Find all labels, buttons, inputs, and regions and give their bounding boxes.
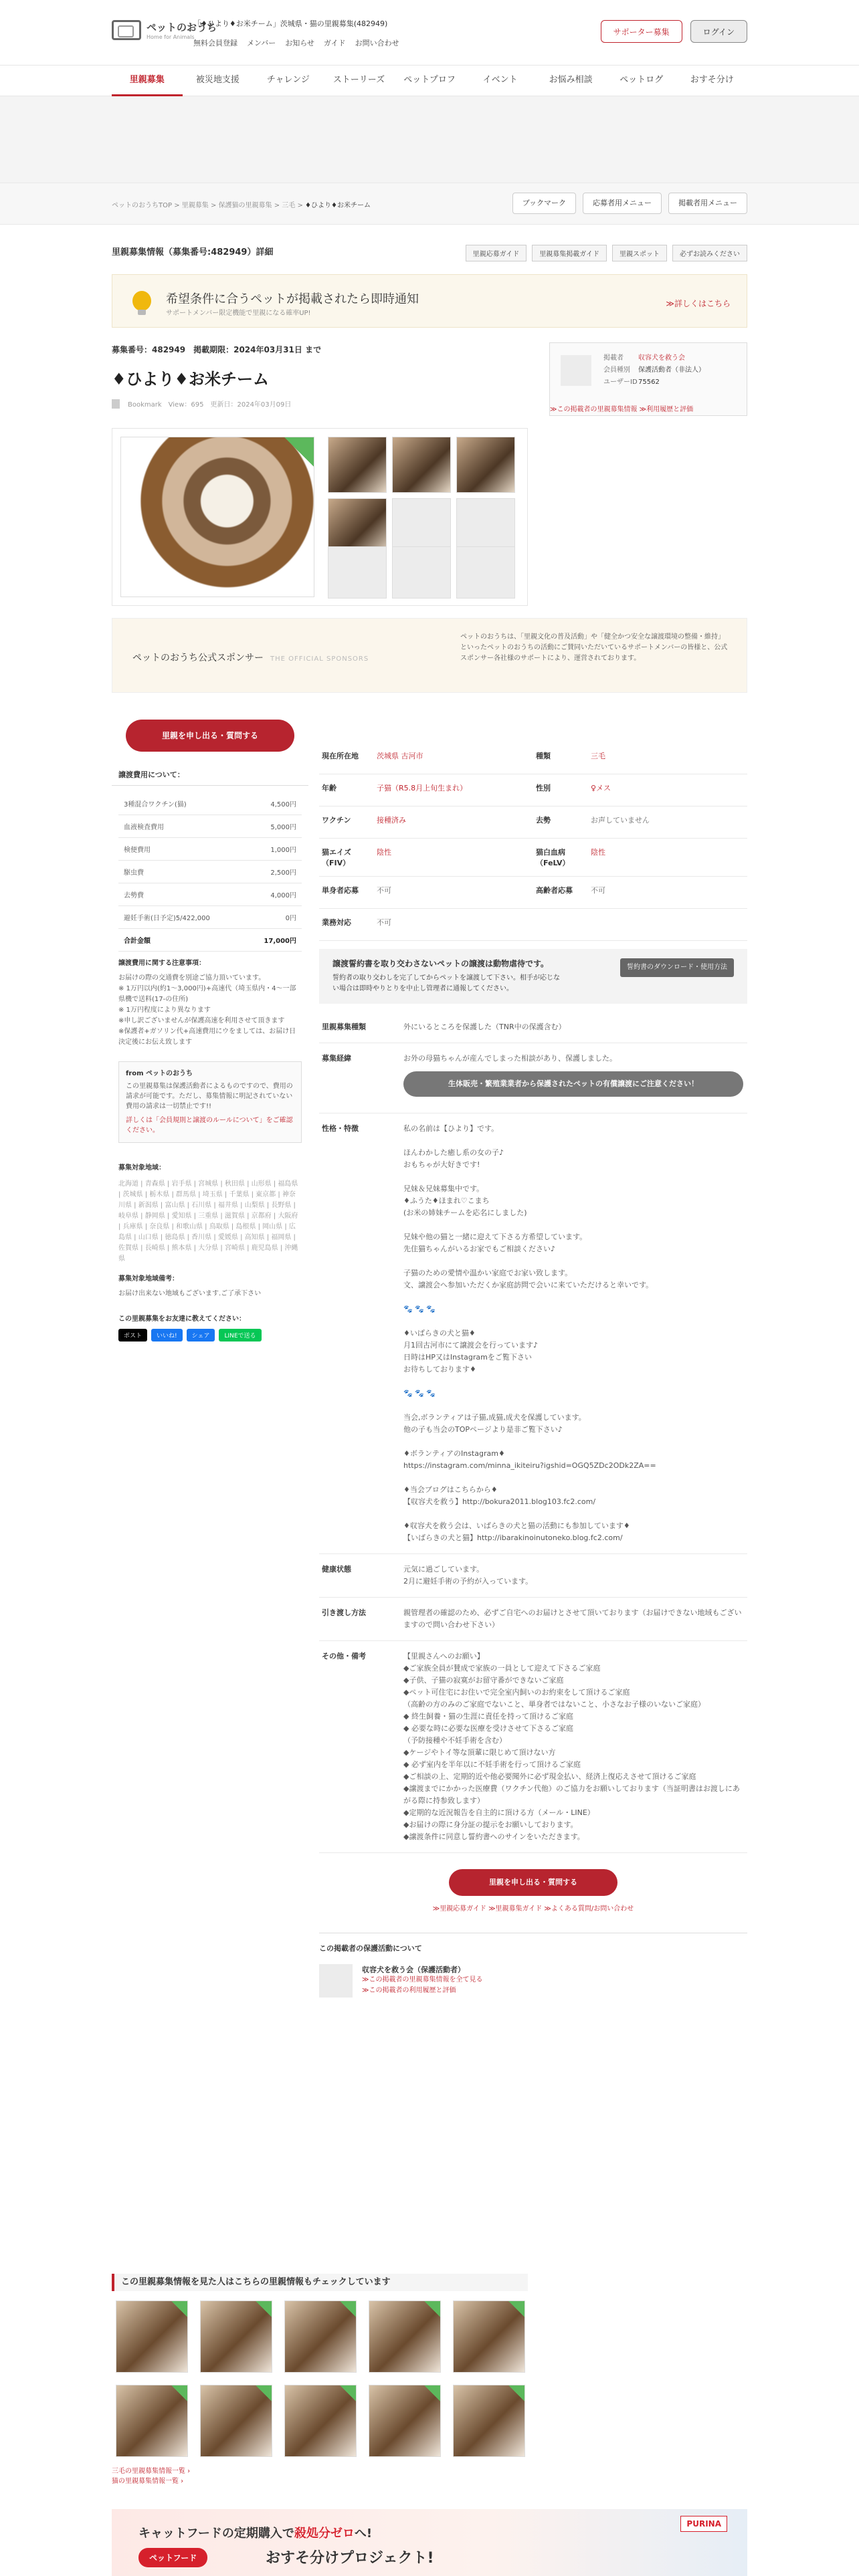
- detail-row: [319, 1598, 747, 1641]
- lightbulb-icon: [132, 291, 151, 311]
- guide-apply[interactable]: 里親応募ガイド: [466, 245, 527, 261]
- guide-spot[interactable]: 里親スポット: [612, 245, 667, 261]
- thumbnail[interactable]: [328, 437, 387, 493]
- detail-value: 不可: [377, 886, 391, 895]
- fee-value: 1,000円: [246, 838, 302, 861]
- share-title: この里親募集をお友達に教えてください：: [118, 1315, 246, 1323]
- fee-total-row: [118, 929, 302, 952]
- applicant-menu-button[interactable]: 応募者用メニュー: [583, 193, 662, 214]
- detail-value: 元気に過ごしています。 2月に避妊手術の予約が入っています。: [403, 1565, 533, 1586]
- photo-gallery: [112, 428, 528, 606]
- detail-key: 健康状態: [322, 1565, 351, 1574]
- fee-label: 検便費用: [118, 838, 246, 861]
- fb-like-button[interactable]: いいね!: [151, 1329, 183, 1341]
- owner-id: 75562: [638, 379, 660, 386]
- logo-sub: Home for Animals: [147, 34, 195, 40]
- region-note-title: 募集対象地域備考：: [118, 1275, 179, 1283]
- detail-value: 子猫（R5.8月上旬生まれ）: [377, 784, 468, 792]
- poster-menu-button[interactable]: 掲載者用メニュー: [668, 193, 747, 214]
- sponsor-title: ペットのおうち公式スポンサー: [132, 653, 264, 663]
- detail-row: [319, 1043, 747, 1113]
- org-links[interactable]: ≫この掲載者の里親募集情報を全て見る ≫この掲載者の利用履歴と評価: [362, 1976, 483, 1994]
- detail-value: 親管理者の確認のため、必ずご自宅へのお届けとさせて頂いております（お届けできない地域もございますので問い合わせ下さい）: [403, 1608, 742, 1629]
- owner-key: ユーザーID: [603, 379, 638, 386]
- stats-text: Bookmark View：695 更新日：2024年03月09日: [128, 401, 292, 409]
- nav-members[interactable]: メンバー: [247, 39, 276, 47]
- fee-label: 合計金額: [118, 929, 246, 952]
- owner-links[interactable]: ≫この掲載者の里親募集情報 ≫利用履歴と評価: [550, 406, 694, 413]
- sponsor-box: [112, 618, 747, 693]
- detail-key: 性別: [536, 784, 551, 792]
- fee-label: 駆虫費: [118, 861, 246, 883]
- oath-title: 譲渡誓約書を取り交わさないペットの譲渡は動物虐待です。: [332, 959, 549, 968]
- logo-text: ペットのおうち: [147, 21, 217, 33]
- crumb-current: ♦ひより♦お米チーム: [305, 202, 371, 209]
- nav-news[interactable]: お知らせ: [285, 39, 314, 47]
- fee-row: [118, 838, 302, 861]
- fee-row: [118, 815, 302, 838]
- from-title: from ペットのおうち: [126, 1070, 193, 1077]
- region-title: 募集対象地域：: [118, 1164, 165, 1172]
- fee-row: [118, 906, 302, 929]
- rules-link[interactable]: 詳しくは「会員規則と譲渡のルールについて」をご確認ください。: [126, 1117, 293, 1134]
- detail-value: ♀メス: [591, 784, 611, 792]
- related-title: この里親募集情報を見た人はこちらの里親情報もチェックしています: [112, 2274, 528, 2291]
- oath-download-button[interactable]: 誓約書のダウンロード・使用方法: [620, 958, 734, 977]
- detail-value: 陰性: [591, 848, 605, 857]
- nav-guide[interactable]: ガイド: [323, 39, 346, 47]
- fee-label: 去勢費: [118, 883, 246, 906]
- detail-key: 里親募集種類: [322, 1023, 366, 1031]
- detail-row: [319, 807, 747, 839]
- oath-body: 誓約者の取り交わしを完了してからペットを譲渡して下さい。相手が応じない場合は即時やりとりを中止し管理者に通報してください。: [332, 974, 560, 992]
- login-button[interactable]: ログイン: [690, 20, 747, 43]
- detail-key: ワクチン: [322, 816, 351, 825]
- tab-adoption[interactable]: 里親募集: [112, 66, 183, 96]
- listing-title: ♦ひより♦お米チーム: [112, 370, 270, 389]
- tab-disaster[interactable]: 被災地支援: [195, 75, 240, 85]
- detail-value: 陰性: [377, 848, 391, 857]
- related-card[interactable]: [369, 2300, 441, 2373]
- related-card[interactable]: [200, 2300, 272, 2373]
- sponsor-text: ペットのおうちは、「里親文化の普及活動」や「健全かつ安全な譲渡環境の整備・維持」といったペットのおうちの活動にご賛同いただいているサポートメンバーの皆様と、公式スポンサー各社様のサポートにより、運営されております。: [460, 633, 728, 662]
- fee-value: 4,000円: [246, 883, 302, 906]
- detail-row: [319, 909, 747, 941]
- tab-consult[interactable]: お悩み相談: [549, 75, 593, 85]
- thumbnail[interactable]: [392, 437, 451, 493]
- detail-row: [319, 1113, 747, 1554]
- notify-banner: [112, 274, 747, 328]
- detail-row: [319, 1012, 747, 1043]
- fee-total: 17,000円: [246, 929, 302, 952]
- detail-key: 年齢: [322, 784, 337, 792]
- org-section: [319, 1933, 747, 2006]
- line-button[interactable]: LINEで送る: [219, 1329, 261, 1341]
- main-photo[interactable]: [120, 437, 314, 597]
- detail-row: [319, 1641, 747, 1853]
- tab-share[interactable]: おすそ分け: [690, 75, 734, 85]
- detail-row: [319, 839, 747, 877]
- from-body: この里親募集は保護活動者によるものですので、費用の請求が可能です。ただし、募集情報に明記されていない費用の請求は一切禁止です!!: [126, 1083, 293, 1110]
- fb-share-button[interactable]: シェア: [187, 1329, 215, 1341]
- notes-title: 譲渡費用に関する注意事項：: [118, 960, 205, 967]
- sidebar: [112, 709, 308, 1346]
- banner-pill: ペットフード: [138, 2548, 207, 2567]
- tab-event[interactable]: イベント: [482, 75, 518, 85]
- owner-key: 会員種別: [603, 366, 630, 374]
- detail-value: 私の名前は【ひより】です。 ほんわかした癒し系の女の子♪ おもちゃが大好きです! 兄妹＆兄妹募集中です。 ♦ふうた♦ほまれ♡こまち (お米の姉妹チームを応名にしました) 兄妹や他の猫と一緒に迎えて下さる方希望しています。 先住猫ちゃんがいるお家でもご相談ください♪ 子猫のための愛情や温かい家庭でお家い致します。 文、譲渡会へ参加いただくか家庭訪問で会いに来ていただけると幸いです。 🐾 🐾 🐾 ♦いばらきの犬と猫♦ 月1回古河市にて譲渡会を行っています♪ 日時はHP又はInstagramをご覧下さい お待ちしております♦ 🐾 🐾 🐾 当会,ボランティアは子猫,成猫,成犬を保護しています。 他の子も当会のTOPページより是非ご覧下さい♪ ♦ボランティアのInstagram♦ https://instagram.com/minna_ikiteiru?igshid=OGQ5ZDc2ODk2ZA== ♦当会ブログはこちらから♦ 【収容犬を救う】http://bokura2011.blog103.fc2.com/ ♦収容犬を救う会は、いばらきの犬と猫の活動にも参加しています♦ 【いばらきの犬と猫】http://ibarakinoinutoneko.blog.fc2.com/: [403, 1124, 656, 1542]
- detail-value: 接種済み: [377, 816, 406, 825]
- section-title: 里親募集情報（募集番号:482949）詳細: [112, 247, 274, 257]
- detail-key: 引き渡し方法: [322, 1608, 366, 1617]
- status-ribbon: [284, 437, 314, 467]
- related-card[interactable]: [284, 2300, 357, 2373]
- detail-key: 性格・特徴: [322, 1124, 359, 1133]
- bookmark-button[interactable]: ブックマーク: [512, 193, 576, 214]
- oath-box: [319, 949, 747, 1004]
- related-card[interactable]: [116, 2300, 188, 2373]
- detail-row: [319, 877, 747, 909]
- fee-row: [118, 883, 302, 906]
- guide-links[interactable]: ≫里親応募ガイド ≫里親募集ガイド ≫よくある質問/お問い合わせ: [432, 1905, 634, 1913]
- detail-value: 不可: [591, 886, 605, 895]
- promo-banner[interactable]: [112, 2509, 747, 2576]
- nav-contact[interactable]: お問い合わせ: [355, 39, 399, 47]
- tab-challenge[interactable]: チャレンジ: [266, 75, 310, 85]
- owner-card: [549, 342, 747, 416]
- from-box: [118, 1061, 302, 1143]
- tab-stories[interactable]: ストーリーズ: [332, 75, 385, 85]
- breadcrumb: ペットのおうちTOP > 里親募集 > 保護猫の里親募集 > 三毛 > ♦ひより♦お米チーム: [112, 202, 371, 209]
- warning-pill[interactable]: 生体販売・繁殖業業者から保護されたペットの有償譲渡にご注意ください！: [403, 1071, 743, 1097]
- detail-table: [319, 742, 747, 2006]
- related-card[interactable]: [453, 2385, 525, 2457]
- fee-table: [118, 792, 302, 952]
- fee-value: 4,500円: [246, 792, 302, 815]
- detail-value: 【里親さんへのお願い】 ◆ご家族全員が賛成で家族の一員として迎えて下さるご家庭 ◆子供、子猫の寂寞がお留守番ができないご家庭 ◆ペット可住宅にお住いで完全室内飼いのお約束をして頂けるご家庭 （高齢の方のみのご家庭でないこと、単身者ではないこと、小さなお子様のいないご家庭） ◆ 終生飼養・猫の生涯に責任を持って頂けるご家庭 ◆ 必要な時に必要な医療を受けさせて下さるご家庭 （予防接種や不妊手術を含む） ◆ケージやトイ等な頂輩に限じめて頂けない方 ◆ 必ず室内を半年以に不妊手術を行って頂けるご家庭 ◆ご相談の上、定期的近や他必要聞外に必ず現金払い、経済上復応えさせて頂けるご家庭 ◆譲渡までにかかった医療費（ワクチン代他）のご協力をお願いしております（当証明書はお渡しにあがる際に持参致します） ◆定期的な近況報告を自主的に頂ける方（メール・LINE） ◆お届けの際に身分証の提示をお願いしております。 ◆譲渡条件に同意し誓約書へのサインをいただきます。: [403, 1652, 740, 1841]
- detail-value[interactable]: 三毛: [591, 752, 605, 760]
- owner-name[interactable]: 収容犬を救う会: [638, 354, 685, 362]
- fee-value: 5,000円: [246, 815, 302, 838]
- fee-row: [118, 792, 302, 815]
- region-list: 北海道 | 青森県 | 岩手県 | 宮城県 | 秋田県 | 山形県 | 福島県 | 茨城県 | 栃木県 | 群馬県 | 埼玉県 | 千葉県 | 東京都 | 神奈川県 | 新潟県 | 富山県 | 石川県 | 福井県 | 山梨県 | 長野県 | 岐阜県 | 静岡県 | 愛知県 | 三重県 | 滋賀県 | 京都府 | 大阪府 | 兵庫県 | 奈良県 | 和歌山県 | 鳥取県 | 島根県 | 岡山県 | 広島県 | 山口県 | 徳島県 | 香川県 | 愛媛県 | 高知県 | 福岡県 | 佐賀県 | 長崎県 | 熊本県 | 大分県 | 宮崎県 | 鹿児島県 | 沖縄県: [118, 1180, 298, 1263]
- detail-key: 猫白血病（FeLV）: [536, 848, 570, 867]
- guide-post[interactable]: 里親募集掲載ガイド: [532, 245, 607, 261]
- related-card[interactable]: [369, 2385, 441, 2457]
- apply-button[interactable]: 里親を申し出る・質問する: [126, 720, 294, 752]
- related-card[interactable]: [453, 2300, 525, 2373]
- notify-link[interactable]: ≫詳しくはこちら: [666, 299, 731, 308]
- avatar: [561, 355, 591, 386]
- notify-title: 希望条件に合うペットが掲載されたら即時通知: [166, 292, 419, 306]
- related-card[interactable]: [284, 2385, 357, 2457]
- detail-key: 猫エイズ（FIV）: [322, 848, 351, 867]
- detail-key: 業務対応: [322, 918, 351, 927]
- thumbnail-empty: [456, 546, 515, 599]
- org-name: 収容犬を救う会（保護活動者）: [362, 1965, 465, 1974]
- detail-key: 去勢: [536, 816, 551, 825]
- tab-petprof[interactable]: ペットプロフ: [403, 75, 456, 85]
- banner-text: へ!: [354, 2527, 373, 2541]
- fee-label: 避妊手術(日予定)5/422,000: [118, 906, 246, 929]
- related-section: [112, 2274, 528, 2486]
- related-card[interactable]: [200, 2385, 272, 2457]
- apply-button-bottom[interactable]: 里親を申し出る・質問する: [449, 1869, 617, 1896]
- detail-value: お声していません: [591, 816, 650, 825]
- detail-value[interactable]: 茨城県 古河市: [377, 752, 423, 760]
- detail-value: 外にいるところを保護した（TNR中の保護含む）: [403, 1023, 566, 1031]
- related-card[interactable]: [116, 2385, 188, 2457]
- detail-key: 募集経緯: [322, 1054, 351, 1063]
- notify-sub: サポートメンバー限定機能で里親になる確率UP!: [166, 310, 311, 317]
- detail-key: その他・備考: [322, 1652, 366, 1660]
- supporter-button[interactable]: サポーター募集: [601, 20, 682, 43]
- fee-label: 3種混合ワクチン(猫): [118, 792, 246, 815]
- detail-row: [319, 1554, 747, 1598]
- detail-value: お外の母猫ちゃんが産んでしまった相談があり、保護しました。: [403, 1054, 617, 1063]
- brand-logo: PURINA: [680, 2516, 727, 2532]
- crumb-cat[interactable]: 保護猫の里親募集: [218, 202, 272, 209]
- crumb-adopt[interactable]: 里親募集: [181, 202, 209, 209]
- detail-value: 不可: [377, 918, 391, 927]
- region-note: お届け出来ない地域もございます.ご了承下さい: [118, 1290, 262, 1297]
- fee-row: [118, 861, 302, 883]
- fee-value: 0円: [246, 906, 302, 929]
- tab-petlog[interactable]: ペットログ: [619, 75, 664, 85]
- guide-read[interactable]: 必ずお読みください: [672, 245, 747, 261]
- banner-headline: おすそ分けプロジェクト!: [266, 2550, 434, 2567]
- bookmark-icon[interactable]: [112, 399, 120, 409]
- crumb-mike[interactable]: 三毛: [282, 202, 296, 209]
- fee-value: 2,500円: [246, 861, 302, 883]
- related-links[interactable]: 三毛の里親募集情報一覧 › 猫の里親募集情報一覧 ›: [112, 2468, 191, 2485]
- banner-highlight: 殺処分ゼロ: [294, 2527, 355, 2541]
- detail-row: [319, 742, 747, 774]
- page-h1: 「♦ひより♦お米チーム」茨城県・猫の里親募集(482949): [193, 19, 388, 28]
- owner-type: 保護活動者（非法人）: [638, 366, 705, 374]
- detail-key: 単身者応募: [322, 886, 359, 895]
- thumbnail[interactable]: [456, 437, 515, 493]
- detail-key: 種類: [536, 752, 551, 760]
- fee-title: 譲渡費用について：: [112, 769, 308, 786]
- owner-key: 掲載者: [603, 354, 624, 362]
- nav-register[interactable]: 無料会員登録: [193, 39, 237, 47]
- thumbnail-empty: [328, 546, 387, 599]
- detail-key: 高齢者応募: [536, 886, 573, 895]
- x-post-button[interactable]: ポスト: [118, 1329, 147, 1341]
- crumb-top[interactable]: ペットのおうちTOP: [112, 202, 173, 209]
- detail-key: 現在所在地: [322, 752, 359, 760]
- detail-row: [319, 774, 747, 807]
- notes-body: お届けの際の交通費を別途ご協力頂いています。 ※ 1万円以内(約1〜3,000円)+高速代（埼玉県内・4〜一部県機で送料(17-の住所) ※ 1万円程度により異なります ※申し訳ございませんが保護高速を利用させて頂きます ※保護者+ガソリン代+高速費用にウをましては、お届け日決定後にお伝え致します: [118, 974, 296, 1046]
- avatar: [319, 1964, 353, 1998]
- listing-stats: [112, 399, 291, 409]
- banner-text: キャットフードの定期購入で: [138, 2527, 294, 2541]
- thumbnail-empty: [392, 546, 451, 599]
- sponsor-tag: THE OFFICIAL SPONSORS: [270, 655, 369, 663]
- org-title: この掲載者の保護活動について: [319, 1944, 422, 1953]
- fee-label: 血液検査費用: [118, 815, 246, 838]
- listing-meta: 募集番号：482949 掲載期限：2024年03月31日 まで: [112, 345, 322, 354]
